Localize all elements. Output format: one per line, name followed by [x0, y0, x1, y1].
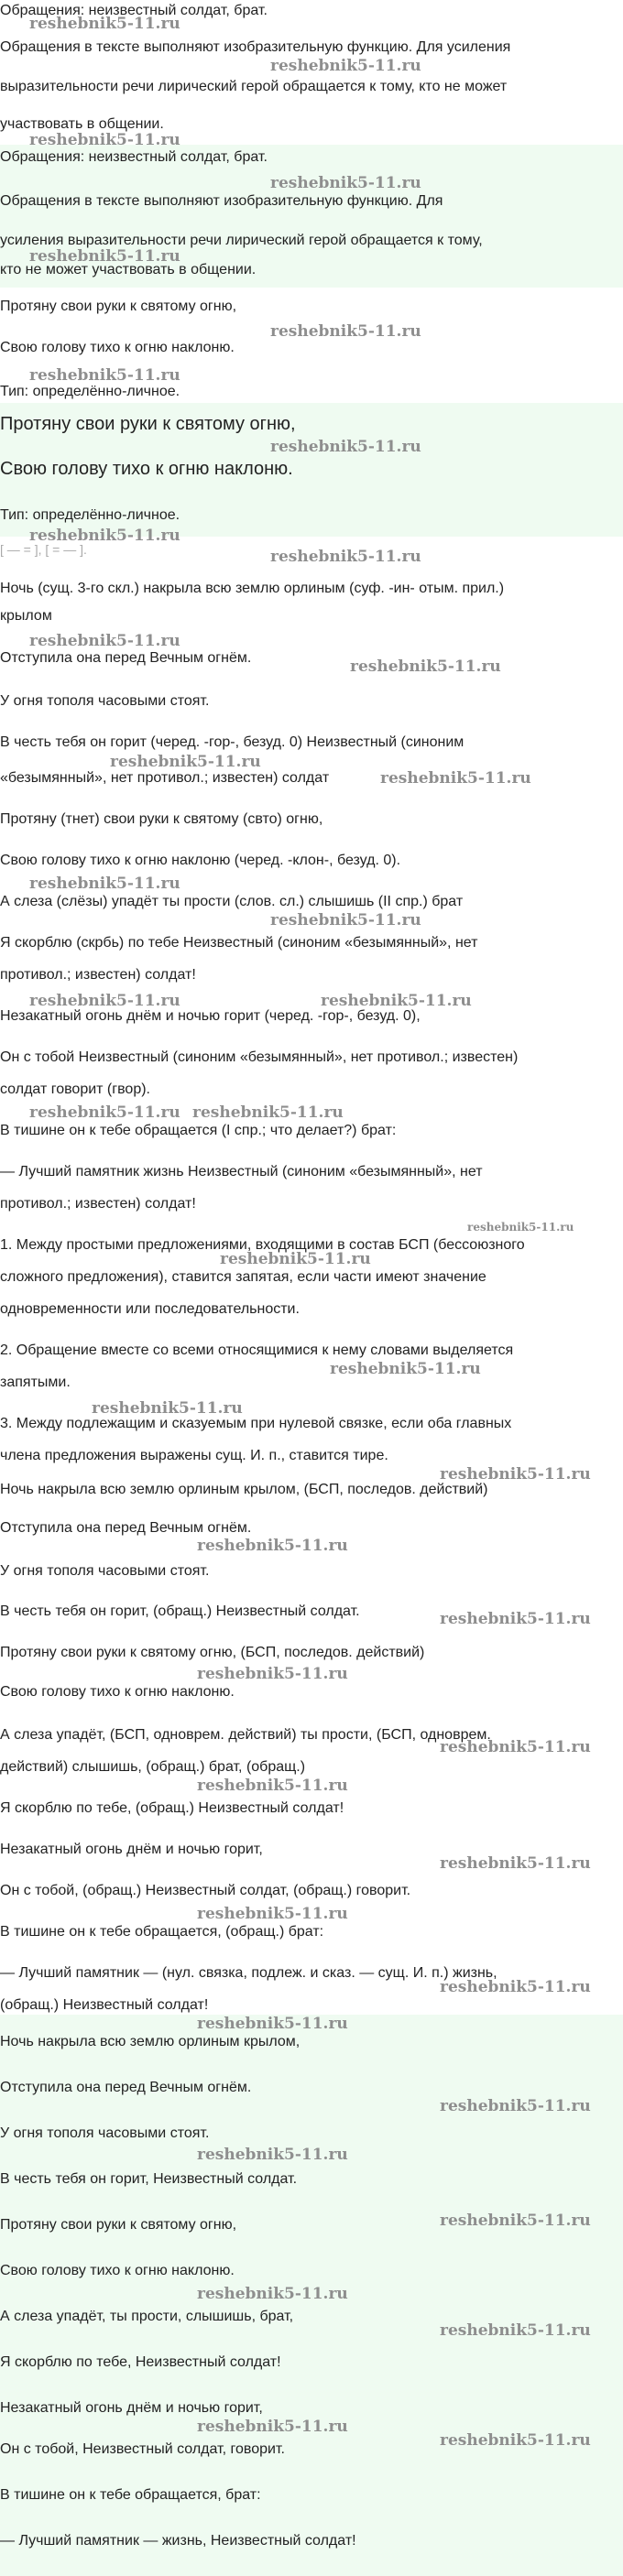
rule-line: 1. Между простыми предложениями, входящими в состав БСП (бессоюзного [0, 1237, 525, 1253]
punct-line: В честь тебя он горит, (обращ.) Неизвестный солдат. [0, 1603, 360, 1619]
final-line: Ночь накрыла всю землю орлиным крылом, [0, 2034, 301, 2049]
rule-line: члена предложения выражены сущ. И. п., ставится тире. [0, 1448, 388, 1463]
watermark: reshebnik5-11.ru [197, 2285, 348, 2303]
text-line: выразительности речи лирический герой обращается к тому, кто не может [0, 79, 508, 94]
watermark: reshebnik5-11.ru [197, 2015, 348, 2033]
answer-line: Обращения в тексте выполняют изобразительную функцию. Для [0, 193, 443, 209]
punct-line: Свою голову тихо к огню наклоню. [0, 1684, 235, 1700]
watermark: reshebnik5-11.ru [29, 632, 180, 650]
watermark: reshebnik5-11.ru [350, 658, 501, 676]
punct-line: А слеза упадёт, (БСП, одноврем. действий) ты прости, (БСП, одноврем. [0, 1727, 491, 1743]
watermark: reshebnik5-11.ru [440, 1465, 591, 1484]
poem-line: Свою голову тихо к огню наклоню. [0, 459, 293, 479]
watermark: reshebnik5-11.ru [270, 174, 421, 192]
final-line: Протяну свои руки к святому огню, [0, 2217, 237, 2233]
watermark: reshebnik5-11.ru [270, 911, 421, 929]
rule-line: 3. Между подлежащим и сказуемым при нулевой связке, если оба главных [0, 1416, 512, 1431]
final-line: Он с тобой, Неизвестный солдат, говорит. [0, 2441, 285, 2457]
watermark: reshebnik5-11.ru [197, 2146, 348, 2164]
final-line: Свою голову тихо к огню наклоню. [0, 2263, 235, 2278]
watermark: reshebnik5-11.ru [29, 131, 180, 149]
answer-line: Обращения: неизвестный солдат, брат. [0, 149, 268, 165]
watermark: reshebnik5-11.ru [197, 1905, 348, 1923]
watermark: reshebnik5-11.ru [270, 548, 421, 566]
watermark: reshebnik5-11.ru [440, 1978, 591, 1996]
rule-line: одновременности или последовательности. [0, 1301, 300, 1317]
punct-line: У огня тополя часовыми стоят. [0, 1563, 210, 1579]
watermark: reshebnik5-11.ru [29, 527, 180, 545]
watermark: reshebnik5-11.ru [440, 1854, 591, 1873]
final-line: Незакатный огонь днём и ночью горит, [0, 2400, 263, 2416]
poem-line: Протяну свои руки к святому огню, [0, 299, 237, 314]
punct-line: Отступила она перед Вечным огнём. [0, 1520, 252, 1536]
final-line: Отступила она перед Вечным огнём. [0, 2080, 252, 2095]
watermark: reshebnik5-11.ru [380, 769, 531, 788]
watermark: reshebnik5-11.ru [29, 875, 180, 893]
watermark: reshebnik5-11.ru [29, 366, 180, 385]
watermark: reshebnik5-11.ru [440, 1610, 591, 1628]
text-line: Обращения в тексте выполняют изобразительную функцию. Для усиления [0, 39, 511, 55]
punct-line: действий) слышишь, (обращ.) брат, (обращ.) [0, 1759, 306, 1775]
watermark: reshebnik5-11.ru [92, 1399, 243, 1418]
final-line: — Лучший памятник — жизнь, Неизвестный солдат! [0, 2533, 356, 2549]
watermark: reshebnik5-11.ru [440, 1738, 591, 1756]
analysis-line: Незакатный огонь днём и ночью горит (черед. -гор-, безуд. 0), [0, 1008, 421, 1024]
punct-line: Он с тобой, (обращ.) Неизвестный солдат, (обращ.) говорит. [0, 1883, 411, 1898]
final-line: А слеза упадёт, ты прости, слышишь, брат, [0, 2309, 294, 2324]
analysis-line: крылом [0, 608, 52, 624]
watermark: reshebnik5-11.ru [440, 2431, 591, 2450]
analysis-line: «безымянный», нет противол.; известен) солдат [0, 770, 330, 786]
watermark: reshebnik5-11.ru [440, 2212, 591, 2230]
answer-line: усиления выразительности речи лирический герой обращается к тому, [0, 233, 483, 248]
text-line: участвовать в общении. [0, 116, 164, 132]
watermark: reshebnik5-11.ru [29, 15, 180, 33]
final-line: У огня тополя часовыми стоят. [0, 2125, 210, 2141]
final-line: Я скорблю по тебе, Неизвестный солдат! [0, 2354, 281, 2370]
watermark: reshebnik5-11.ru [197, 1777, 348, 1795]
analysis-line: противол.; известен) солдат! [0, 1196, 196, 1212]
type-label: Тип: определённо-личное. [0, 507, 180, 523]
punct-line: Ночь накрыла всю землю орлиным крылом, (БСП, последов. действий) [0, 1482, 488, 1497]
watermark: reshebnik5-11.ru [270, 57, 421, 75]
punct-line: Незакатный огонь днём и ночью горит, [0, 1842, 263, 1857]
analysis-line: Ночь (сущ. 3-го скл.) накрыла всю землю орлиным (суф. -ин- отым. прил.) [0, 581, 505, 596]
punct-line: (обращ.) Неизвестный солдат! [0, 1997, 209, 2013]
answer-line: кто не может участвовать в общении. [0, 262, 257, 277]
punct-line: — Лучший памятник — (нул. связка, подлеж. и сказ. — сущ. И. п.) жизнь, [0, 1965, 497, 1981]
poem-line: Свою голову тихо к огню наклоню. [0, 340, 235, 355]
analysis-line: Я скорблю (скрбь) по тебе Неизвестный (синоним «безымянный», нет [0, 935, 478, 951]
rule-line: запятыми. [0, 1375, 71, 1390]
punct-line: Я скорблю по тебе, (обращ.) Неизвестный солдат! [0, 1800, 344, 1816]
poem-line: Протяну свои руки к святому огню, [0, 414, 296, 434]
watermark: reshebnik5-11.ru [29, 247, 180, 266]
watermark: reshebnik5-11.ru [270, 438, 421, 456]
analysis-line: А слеза (слёзы) упадёт ты прости (слов. сл.) слышишь (II спр.) брат [0, 894, 464, 909]
rule-line: 2. Обращение вместе со всеми относящимися к нему словами выделяется [0, 1342, 514, 1358]
final-line: В честь тебя он горит, Неизвестный солдат. [0, 2171, 298, 2187]
type-label: Тип: определённо-личное. [0, 384, 180, 399]
watermark: reshebnik5-11.ru [110, 753, 261, 771]
scheme-line: [ — = ], [ = — ]. [0, 542, 87, 557]
rule-line: сложного предложения), ставится запятая, если части имеют значение [0, 1269, 486, 1285]
analysis-line: Он с тобой Неизвестный (синоним «безымянный», нет противол.; известен) [0, 1049, 519, 1065]
watermark: reshebnik5-11.ru [330, 1360, 481, 1378]
watermark: reshebnik5-11.ru [467, 1221, 574, 1234]
analysis-line: Свою голову тихо к огню наклоню (черед. -клон-, безуд. 0). [0, 853, 401, 868]
watermark: reshebnik5-11.ru [197, 1537, 348, 1555]
watermark: reshebnik5-11.ru [197, 2418, 348, 2436]
analysis-line: противол.; известен) солдат! [0, 967, 196, 983]
watermark: reshebnik5-11.ru [197, 1665, 348, 1683]
analysis-line: В тишине он к тебе обращается (I спр.; что делает?) брат: [0, 1123, 397, 1138]
text-line: Обращения: неизвестный солдат, брат. [0, 3, 268, 18]
punct-line: Протяну свои руки к святому огню, (БСП, последов. действий) [0, 1645, 425, 1660]
punct-line: В тишине он к тебе обращается, (обращ.) брат: [0, 1924, 324, 1940]
analysis-line: — Лучший памятник жизнь Неизвестный (синоним «безымянный», нет [0, 1164, 483, 1179]
watermark: reshebnik5-11.ru [440, 2321, 591, 2340]
watermark: reshebnik5-11.ru [270, 322, 421, 341]
analysis-line: Отступила она перед Вечным огнём. [0, 650, 252, 666]
watermark: reshebnik5-11.ru [440, 2097, 591, 2115]
final-line: В тишине он к тебе обращается, брат: [0, 2487, 261, 2503]
analysis-line: солдат говорит (гвор). [0, 1081, 150, 1097]
watermark: reshebnik5-11.ru [321, 992, 472, 1010]
watermark: reshebnik5-11.ru [192, 1103, 344, 1122]
watermark: reshebnik5-11.ru [29, 1103, 180, 1122]
analysis-line: Протяну (тнет) свои руки к святому (свто) огню, [0, 811, 323, 827]
watermark: reshebnik5-11.ru [29, 992, 180, 1010]
watermark: reshebnik5-11.ru [220, 1250, 371, 1268]
analysis-line: В честь тебя он горит (черед. -гор-, безуд. 0) Неизвестный (синоним [0, 734, 465, 750]
analysis-line: У огня тополя часовыми стоят. [0, 693, 210, 709]
